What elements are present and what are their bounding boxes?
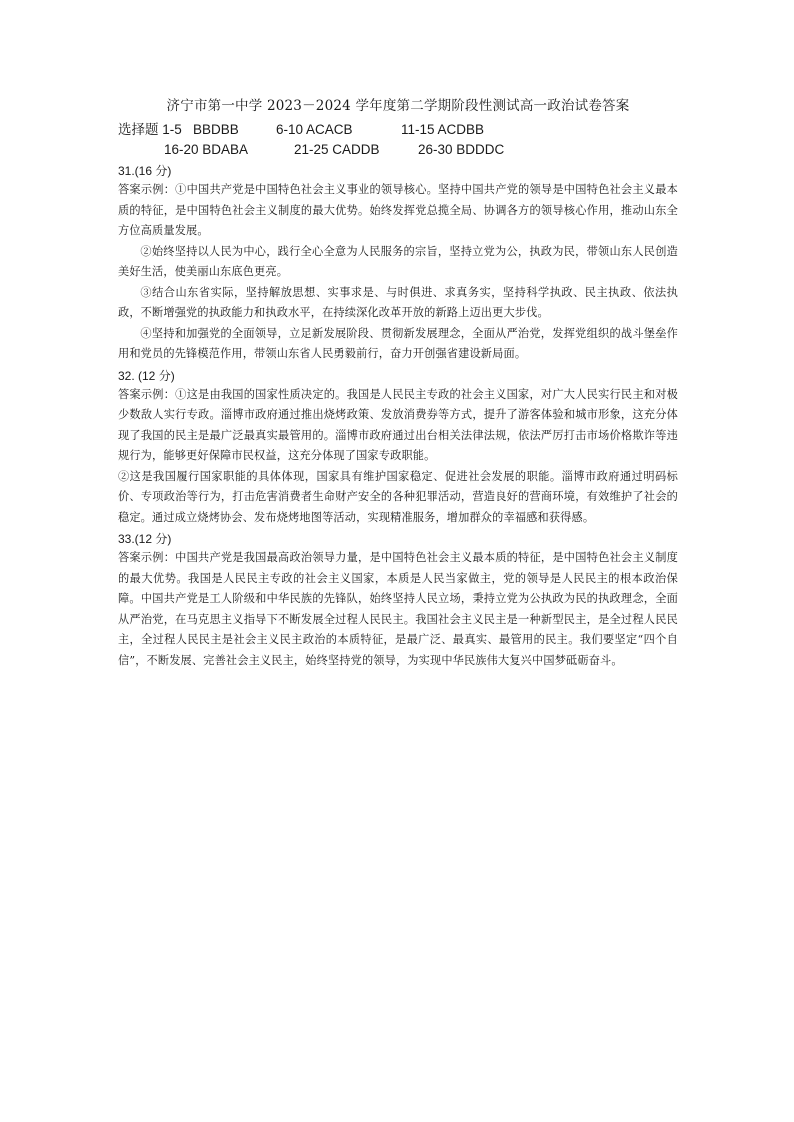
choice-answers-21-25: 21-25 CADDB [294,142,380,157]
q32-paragraph-2: ②这是我国履行国家职能的具体体现，国家具有维护国家稳定、促进社会发展的职能。淄博市政府通过明码标价、专项政治等行为，打击危害消费者生命财产安全的各种犯罪活动，营造良好的营商环境，有效维护了社会的稳定。通过成立烧烤协会、发布烧烤地图等活动，实现精准服务，增加群众的幸福感和获得感。 [118,469,678,524]
q31-paragraph-1: 答案示例：①中国共产党是中国特色社会主义事业的领导核心。坚持中国共产党的领导是中国特色社会主义最本质的特征，是中国特色社会主义制度的最大优势。始终发挥党总揽全局、协调各方的领导核心作用，推动山东全方位高质量发展。 [118,183,678,237]
choice-answers-26-30: 26-30 BDDDC [418,142,505,157]
q31-heading: 31.(16 分) [118,164,172,178]
q33-paragraph-1: 答案示例：中国共产党是我国最高政治领导力量，是中国特色社会主义最本质的特征，是中国特色社会主义制度的最大优势。我国是人民民主专政的社会主义国家，本质是人民当家做主，党的领导是人民民主的根本政治保障。中国共产党是工人阶级和中华民族的先锋队，始终坚持人民立场，秉持立党为公执政为民的执政理念，全面从严治党，在马克思主义指导下不断发展全过程人民民主。我国社会主义民主是一种新型民主，是全过程人民民主，全过程人民民主是社会主义民主政治的本质特征，是最广泛、最真实、最管用的民主。我们要坚定“四个自信”，不断发展、完善社会主义民主，始终坚持党的领导，为实现中华民族伟大复兴中国梦砥砺奋斗。 [118,551,678,667]
q33-heading: 33.(12 分) [118,532,172,546]
q31-paragraph-2: ②始终坚持以人民为中心，践行全心全意为人民服务的宗旨，坚持立党为公，执政为民，带领山东人民创造美好生活，使美丽山东底色更亮。 [118,244,678,278]
q32-paragraph-1: 答案示例：①这是由我国的国家性质决定的。我国是人民民主专政的社会主义国家，对广大人民实行民主和对极少数敌人实行专政。淄博市政府通过推出烧烤政策、发放消费券等方式，提升了游客体验和城市形象，这充分体现了我国的民主是最广泛最真实最管用的。淄博市政府通过出台相关法律法规，依法严厉打击市场价格欺诈等违规行为，能够更好保障市民权益，这充分体现了国家专政职能。 [118,387,678,462]
choice-answers-16-20: 16-20 BDABA [164,142,249,157]
multiple-choice-answers [118,120,678,160]
choice-row-1 [118,120,678,140]
choice-answers-1-5: BBDBB [193,122,239,137]
q31-paragraph-4: ④坚持和加强党的全面领导，立足新发展阶段、贯彻新发展理念，全面从严治党，发挥党组织的战斗堡垒作用和党员的先锋模范作用，带领山东省人民勇毅前行，奋力开创强省建设新局面。 [118,326,678,360]
q32-heading: 32. (12 分) [118,368,175,383]
page-title: 济宁市第一中学 2023－2024 学年度第二学期阶段性测试高一政治试卷答案 [166,98,630,114]
choice-label-text: 选择题 1-5 [118,122,182,137]
answer-sheet [118,96,678,671]
choice-row-2 [118,140,678,160]
choice-label-1-5 [118,120,276,140]
choice-answers-11-15: 11-15 ACDBB [401,122,485,137]
q31-paragraph-3: ③结合山东省实际，坚持解放思想、实事求是、与时俱进、求真务实，坚持科学执政、民主执政、依法执政，不断增强党的执政能力和执政水平，在持续深化改革开放的新路上迈出更大步伐。 [118,285,678,319]
choice-answers-6-10: 6-10 ACACB [276,122,353,137]
